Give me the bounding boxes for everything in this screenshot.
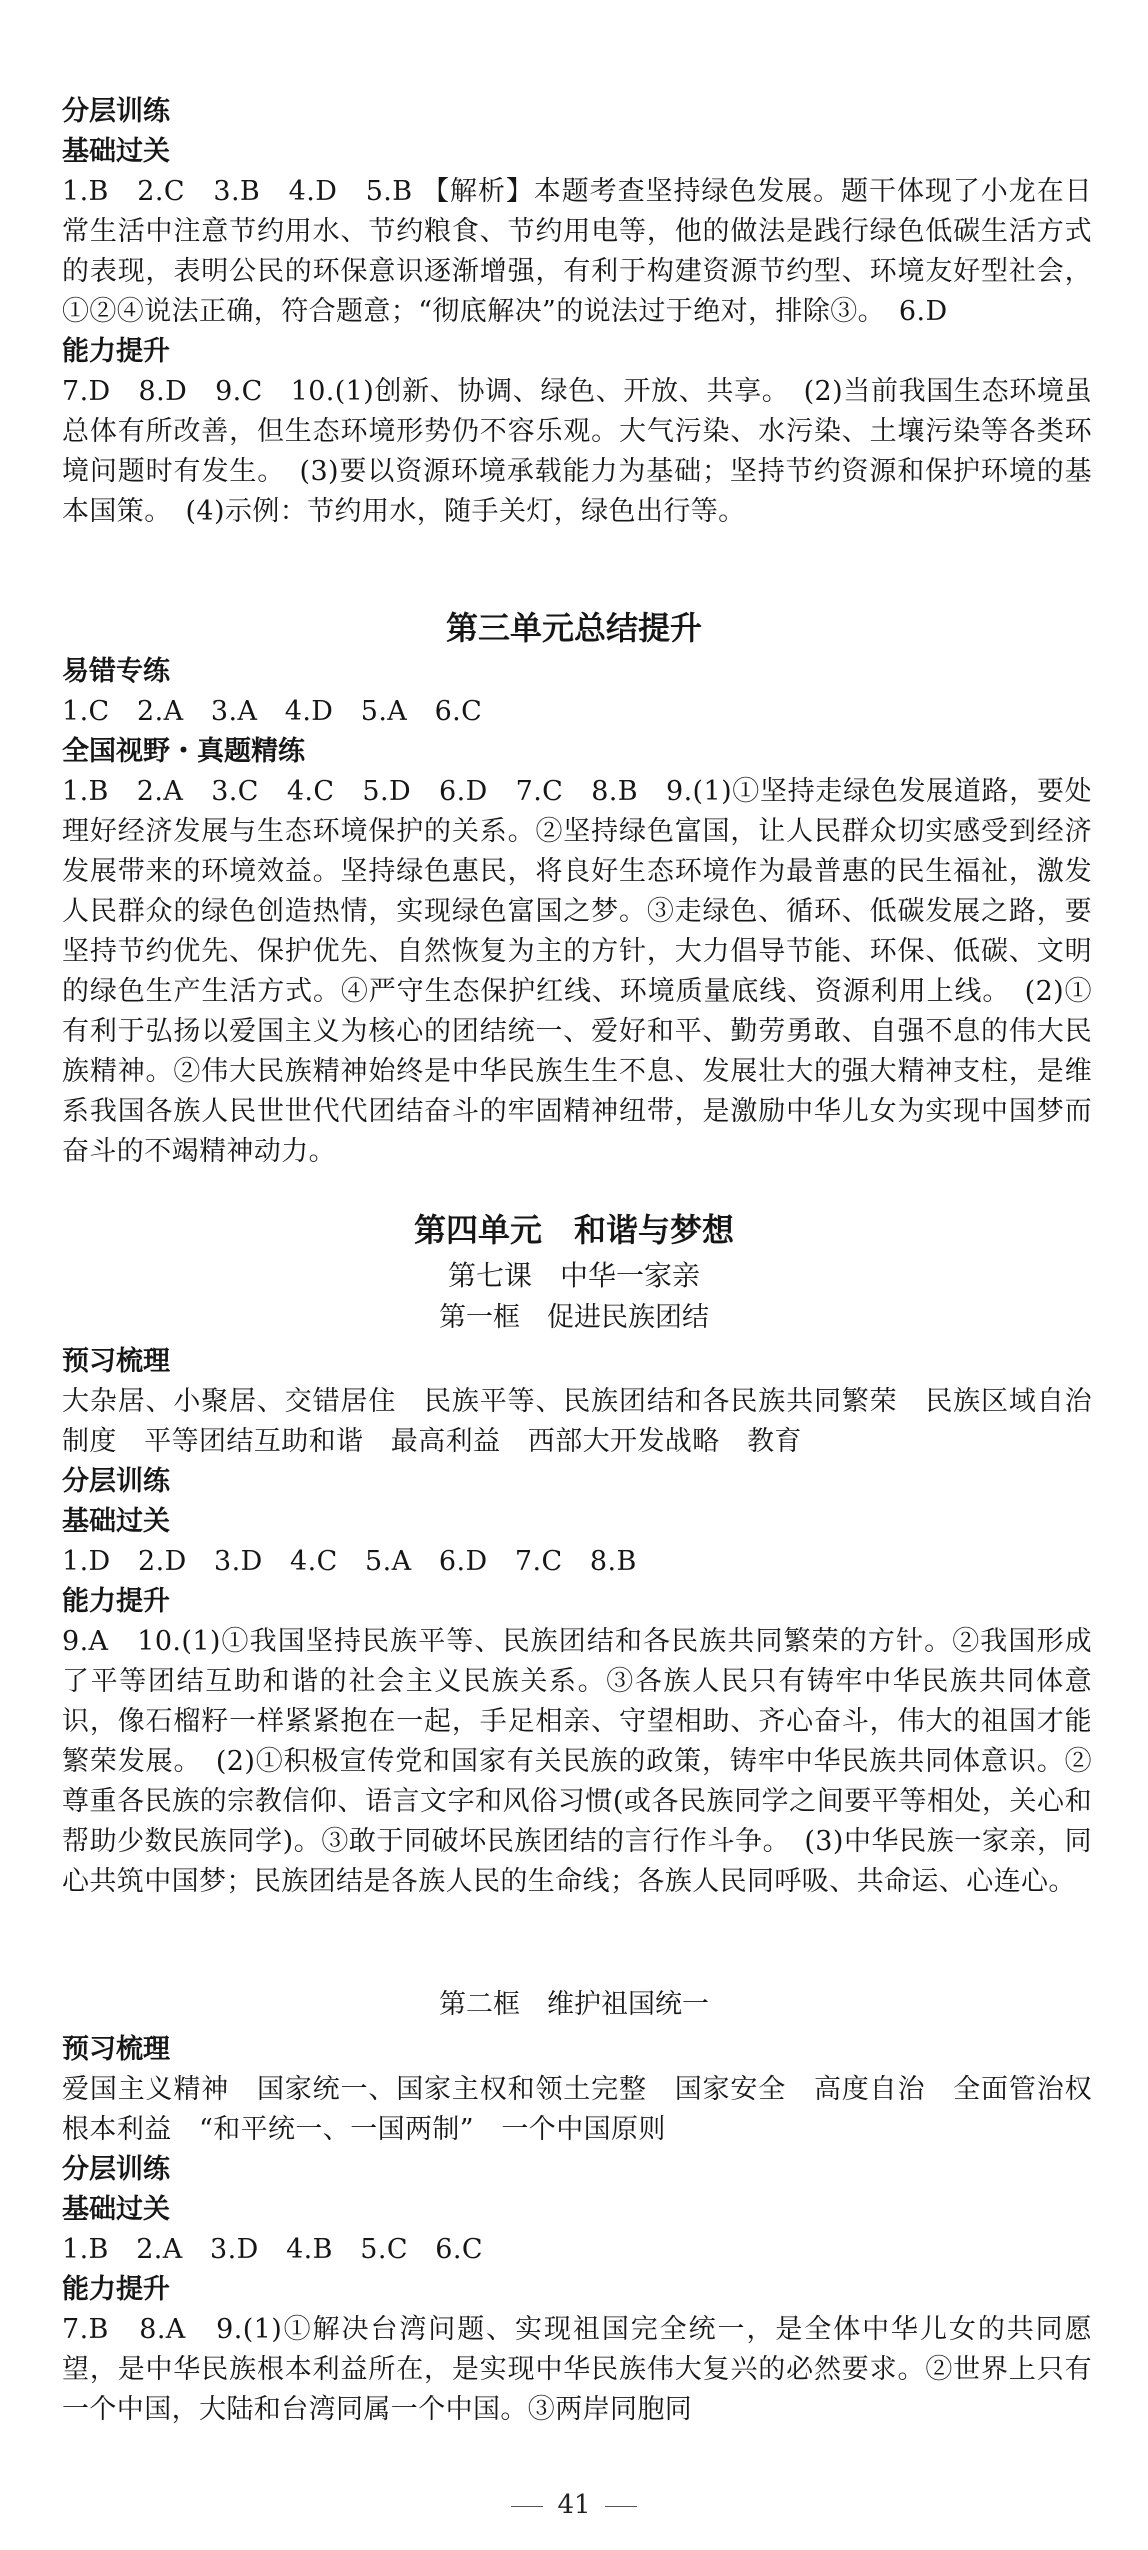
section-frame2	[62, 2030, 1120, 2430]
answers-basic: 1.B 2.A 3.D 4.B 5.C 6.C	[62, 2234, 483, 2265]
heading-ability: 能力提升	[62, 1586, 170, 1617]
heading-national: 全国视野・真题精练	[62, 736, 305, 767]
heading-preview: 预习梳理	[62, 1346, 170, 1377]
unit3-summary-title: 第三单元总结提升	[445, 609, 702, 647]
preview-answers: 大杂居、小聚居、交错居住 民族平等、民族团结和各民族共同繁荣 民族区域自治制度 平等团结互助和谐 最高利益 西部大开发战略 教育	[62, 1386, 1092, 1457]
unit4-title: 第四单元 和谐与梦想	[413, 1211, 734, 1249]
heading-layer-training: 分层训练	[62, 96, 170, 127]
preview-answers: 爱国主义精神 国家统一、国家主权和领土完整 国家安全 高度自治 全面管治权 根本利益 “和平统一、一国两制” 一个中国原则	[62, 2074, 1120, 2145]
section-unit3-lesson-end	[62, 92, 1092, 532]
footer-dash-left	[511, 2506, 543, 2507]
heading-basic: 基础过关	[62, 136, 170, 167]
answers-national: 1.B 2.A 3.C 4.C 5.D 6.D 7.C 8.B 9.(1)①坚持走绿色发展道路，要处理好经济发展与生态环境保护的关系。②坚持绿色富国，让人民群众切实感受到经济发展带来的环境效益。坚持绿色惠民，将良好生态环境作为最普惠的民生福祉，激发人民群众的绿色创造热情，实现绿色富国之梦。③走绿色、循环、低碳发展之路，要坚持节约优先、保护优先、自然恢复为主的方针，大力倡导节能、环保、低碳、文明的绿色生产生活方式。④严守生态保护红线、环境质量底线、资源利用上线。 (2)①有利于弘扬以爱国主义为核心的团结统一、爱好和平、勤劳勇敢、自强不息的伟大民族精神。②伟大民族精神始终是中华民族生生不息、发展壮大的强大精神支柱，是维系我国各族人民世世代代团结奋斗的牢固精神纽带，是激励中华儿女为实现中国梦而奋斗的不竭精神动力。	[62, 776, 1092, 1167]
section-frame1	[62, 1342, 1092, 1902]
heading-preview: 预习梳理	[62, 2034, 170, 2065]
heading-layer-training: 分层训练	[62, 2154, 170, 2185]
section-unit3-summary	[62, 652, 1092, 1172]
answers-ability: 7.D 8.D 9.C 10.(1)创新、协调、绿色、开放、共享。 (2)当前我国生态环境虽总体有所改善，但生态环境形势仍不容乐观。大气污染、水污染、土壤污染等各类环境问题时有发生。 (3)要以资源环境承载能力为基础；坚持节约资源和保护环境的基本国策。 (4)示例：节约用水，随手关灯，绿色出行等。	[62, 376, 1092, 527]
answers-errors: 1.C 2.A 3.A 4.D 5.A 6.C	[62, 696, 483, 727]
lesson7-title: 第七课 中华一家亲	[447, 1259, 700, 1292]
heading-ability: 能力提升	[62, 2274, 170, 2305]
footer-dash-right	[605, 2506, 637, 2507]
frame2-title: 第二框 维护祖国统一	[439, 1989, 709, 2020]
frame1-title: 第一框 促进民族团结	[439, 1302, 709, 1333]
page-number-footer	[0, 2490, 1148, 2520]
answers-basic: 1.B 2.C 3.B 4.D 5.B 【解析】本题考查坚持绿色发展。题干体现了小龙在日常生活中注意节约用水、节约粮食、节约用电等，他的做法是践行绿色低碳生活方式的表现，表明公民的环保意识逐渐增强，有利于构建资源节约型、环境友好型社会，①②④说法正确，符合题意；“彻底解决”的说法过于绝对，排除③。 6.D	[62, 176, 1092, 327]
page-number: 41	[557, 2490, 591, 2520]
heading-basic: 基础过关	[62, 2194, 170, 2225]
answers-ability: 7.B 8.A 9.(1)①解决台湾问题、实现祖国完全统一，是全体中华儿女的共同愿望，是中华民族根本利益所在，是实现中华民族伟大复兴的必然要求。②世界上只有一个中国，大陆和台湾同属一个中国。③两岸同胞同	[62, 2314, 1092, 2425]
answers-ability: 9.A 10.(1)①我国坚持民族平等、民族团结和各民族共同繁荣的方针。②我国形成了平等团结互助和谐的社会主义民族关系。③各族人民只有铸牢中华民族共同体意识，像石榴籽一样紧紧抱在一起，手足相亲、守望相助、齐心奋斗，伟大的祖国才能繁荣发展。 (2)①积极宣传党和国家有关民族的政策，铸牢中华民族共同体意识。②尊重各民族的宗教信仰、语言文字和风俗习惯(或各民族同学之间要平等相处，关心和帮助少数民族同学)。③敢于同破坏民族团结的言行作斗争。 (3)中华民族一家亲，同心共筑中国梦；民族团结是各族人民的生命线；各族人民同呼吸、共命运、心连心。	[62, 1626, 1092, 1897]
answers-basic: 1.D 2.D 3.D 4.C 5.A 6.D 7.C 8.B	[62, 1546, 637, 1577]
heading-layer-training: 分层训练	[62, 1466, 170, 1497]
heading-errors: 易错专练	[62, 656, 170, 687]
heading-basic: 基础过关	[62, 1506, 170, 1537]
heading-ability: 能力提升	[62, 336, 170, 367]
